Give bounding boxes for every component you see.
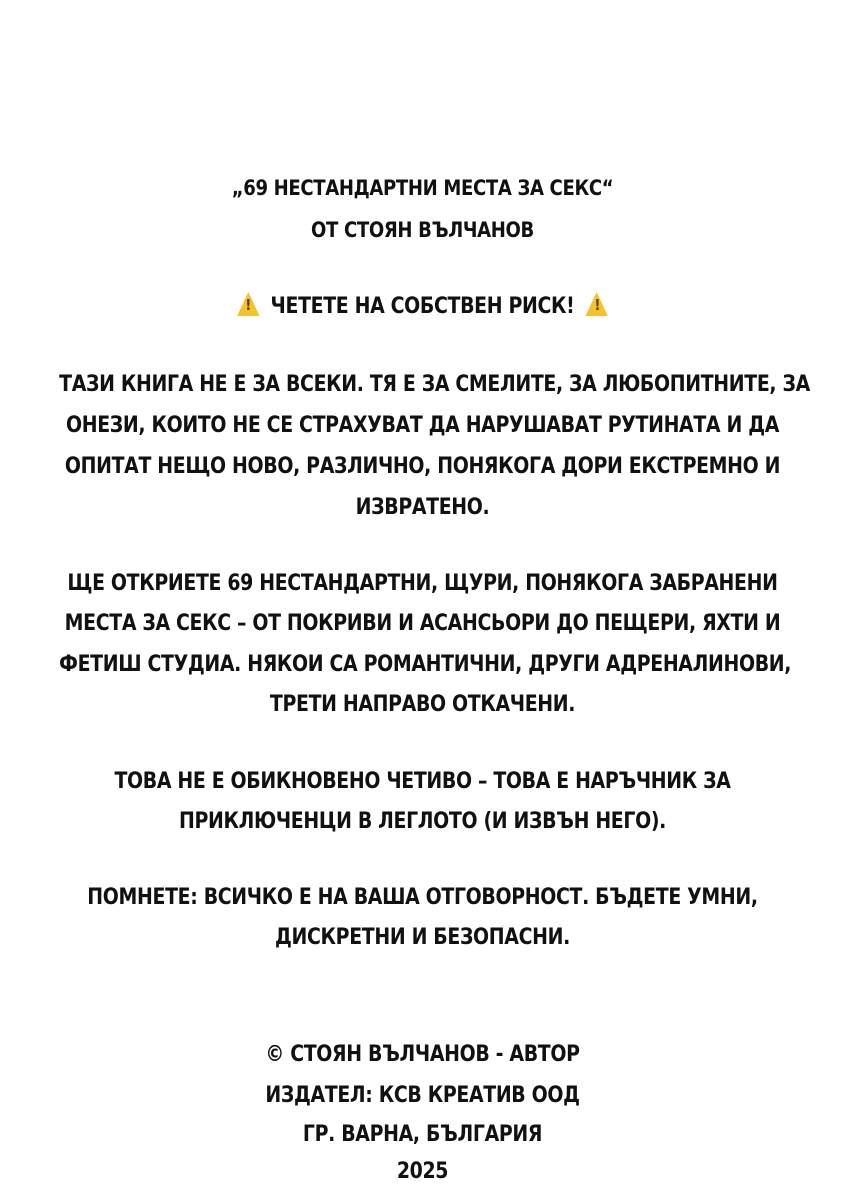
book-author-line: ОТ СТОЯН ВЪЛЧАНОВ: [311, 218, 534, 242]
paragraph-4-line-1: ПОМНЕТЕ: ВСИЧКО Е НА ВАША ОТГОВОРНОСТ. БЪДЕТЕ УМНИ,: [87, 885, 758, 910]
paragraph-1-line-2: ОНЕЗИ, КОИТО НЕ СЕ СТРАХУВАТ ДА НАРУШАВАТ РУТИНАТА И ДА: [65, 413, 780, 438]
paragraph-2-line-3: ФЕТИШ СТУДИА. НЯКОИ СА РОМАНТИЧНИ, ДРУГИ АДРЕНАЛИНОВИ,: [59, 652, 792, 677]
warning-icon: [586, 292, 608, 316]
paragraph-1-line-3: ОПИТАТ НЕЩО НОВО, РАЗЛИЧНО, ПОНЯКОГА ДОРИ ЕКСТРЕМНО И: [64, 454, 781, 479]
book-title: „69 НЕСТАНДАРТНИ МЕСТА ЗА СЕКС“: [231, 176, 614, 200]
paragraph-4-line-2: ДИСКРЕТНИ И БЕЗОПАСНИ.: [275, 925, 570, 950]
warning-icon: [237, 292, 259, 316]
paragraph-2-line-1: ЩЕ ОТКРИЕТЕ 69 НЕСТАНДАРТНИ, ЩУРИ, ПОНЯКОГА ЗАБРАНЕНИ: [67, 571, 778, 596]
paragraph-2-line-2: МЕСТА ЗА СЕКС – ОТ ПОКРИВИ И АСАНСЬОРИ ДО ПЕЩЕРИ, ЯХТИ И: [64, 611, 781, 636]
paragraph-1-line-4: ИЗВРАТЕНО.: [355, 495, 490, 520]
publisher-city: ГР. ВАРНА, БЪЛГАРИЯ: [302, 1122, 543, 1147]
paragraph-3-line-2: ПРИКЛЮЧЕНЦИ В ЛЕГЛОТО (И ИЗВЪН НЕГО).: [178, 809, 667, 834]
paragraph-1-line-1: ТАЗИ КНИГА НЕ Е ЗА ВСЕКИ. ТЯ Е ЗА СМЕЛИТЕ, ЗА ЛЮБОПИТНИТЕ, ЗА: [59, 372, 810, 397]
warning-text: ЧЕТЕТЕ НА СОБСТВЕН РИСК!: [270, 294, 575, 319]
copyright-author: © СТОЯН ВЪЛЧАНОВ - АВТОР: [265, 1042, 580, 1067]
paragraph-3-line-1: ТОВА НЕ Е ОБИКНОВЕНО ЧЕТИВО – ТОВА Е НАРЪЧНИК ЗА: [114, 769, 731, 794]
publisher: ИЗДАТЕЛ: КСВ КРЕАТИВ ООД: [265, 1083, 580, 1108]
warning-line: [59, 292, 786, 321]
publication-year: 2025: [396, 1159, 449, 1184]
paragraph-2-line-4: ТРЕТИ НАПРАВО ОТКАЧЕНИ.: [269, 692, 576, 717]
